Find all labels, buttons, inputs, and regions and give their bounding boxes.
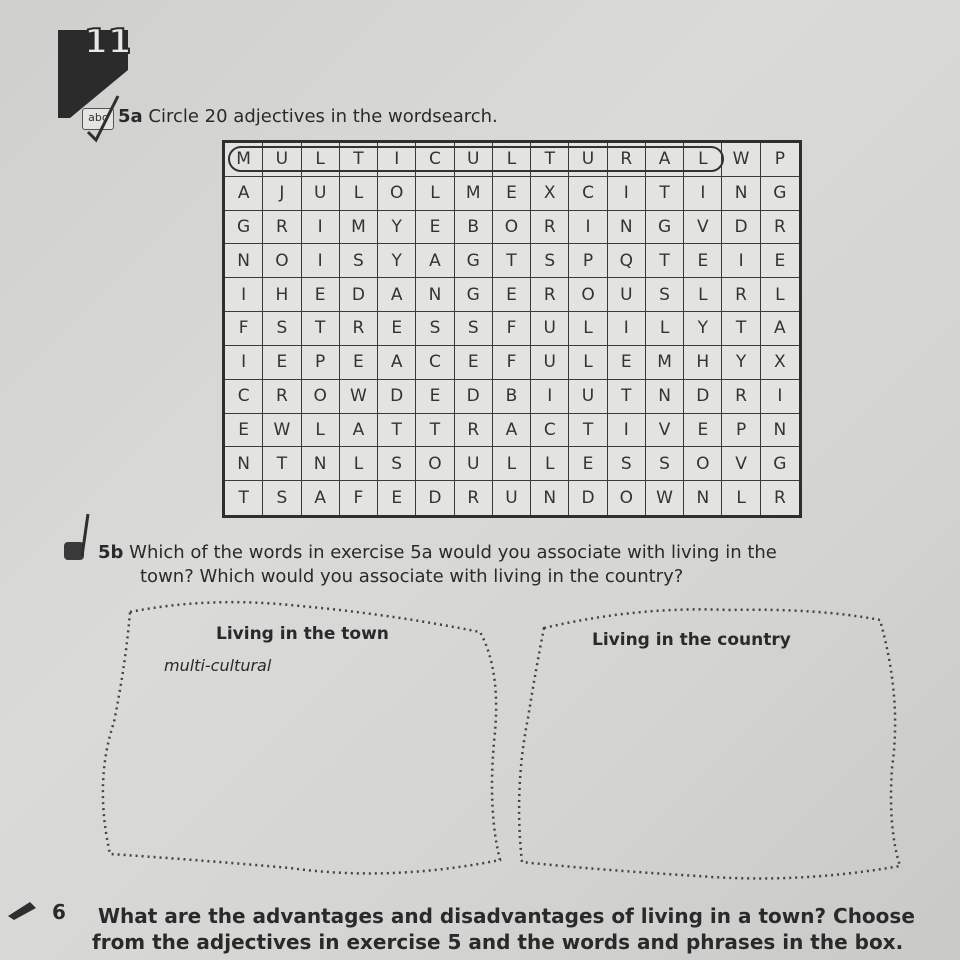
wordsearch-cell: E [455,346,493,380]
wordsearch-cell: G [225,211,263,245]
wordsearch-cell: L [569,312,607,346]
wordsearch-cell: L [340,447,378,481]
wordsearch-cell: A [493,414,531,448]
wordsearch-cell: U [608,278,646,312]
wordsearch-cell: S [263,481,301,515]
wordsearch-cell: D [569,481,607,515]
wordsearch-cell: E [378,312,416,346]
wordsearch-cell: U [569,380,607,414]
wordsearch-cell: S [646,278,684,312]
wordsearch-cell: G [761,447,799,481]
wordsearch-cell: F [340,481,378,515]
wordsearch-cell: I [225,346,263,380]
wordsearch-cell: T [340,143,378,177]
pencil-icon [58,512,98,566]
wordsearch-cell: L [493,143,531,177]
wordsearch-cell: I [531,380,569,414]
wordsearch-cell: R [773,488,786,509]
wordsearch-cell: T [722,312,760,346]
wordsearch-cell: R [608,143,646,177]
exercise-5b-heading [98,542,777,563]
wordsearch-cell: S [531,244,569,278]
wordsearch-cell: V [722,447,760,481]
wordsearch-cell: T [493,244,531,278]
wordsearch-cell: T [531,143,569,177]
wordsearch-cell: W [340,380,378,414]
wordsearch-cell: I [302,244,340,278]
wordsearch-cell: I [378,143,416,177]
wordsearch-cell: O [569,278,607,312]
wordsearch-cell: Q [608,244,646,278]
unit-number: 11 [84,22,132,62]
wordsearch-cell: T [646,244,684,278]
wordsearch-cell: R [263,211,301,245]
wordsearch-cell: O [684,447,722,481]
wordsearch-cell: J [263,177,301,211]
wordsearch-cell: G [455,244,493,278]
wordsearch-cell: A [646,143,684,177]
wordsearch-cell: N [646,380,684,414]
wordsearch-cell: M [646,346,684,380]
wordsearch-cell: E [493,278,531,312]
wordsearch-cell: M [340,211,378,245]
wordsearch-cell: C [416,346,454,380]
pen-icon [4,882,48,922]
wordsearch-cell: D [684,380,722,414]
wordsearch-cell: L [493,447,531,481]
exercise-5a-number: 5a [118,106,143,127]
wordsearch-cell: O [302,380,340,414]
wordsearch-cell: F [493,346,531,380]
wordsearch-cell: S [340,244,378,278]
wordsearch-cell: U [263,143,301,177]
wordsearch-cell: D [722,211,760,245]
wordsearch-cell: E [416,380,454,414]
wordsearch-cell: L [646,312,684,346]
wordsearch-cell: E [569,447,607,481]
wordsearch-cell: W [646,481,684,515]
wordsearch-cell: E [302,278,340,312]
wordsearch-cell: P [722,414,760,448]
wordsearch-cell: P [302,346,340,380]
wordsearch-cell: G [646,211,684,245]
wordsearch-cell: D [378,380,416,414]
country-box-title: Living in the country [592,630,791,650]
wordsearch-cell: N [531,481,569,515]
wordsearch-cell: S [416,312,454,346]
wordsearch-cell: L [302,414,340,448]
wordsearch-cell: E [378,481,416,515]
exercise-6-question-line2: from the adjectives in exercise 5 and the words and phrases in the box. [92,930,904,954]
wordsearch-cell: Y [684,312,722,346]
wordsearch-cell: Y [378,211,416,245]
exercise-5b-number: 5b [98,542,124,563]
wordsearch-cell: N [225,244,263,278]
wordsearch-cell: I [608,177,646,211]
wordsearch-cell: H [684,346,722,380]
wordsearch-cell: U [531,346,569,380]
wordsearch-cell: F [493,312,531,346]
wordsearch-cell: S [263,312,301,346]
exercise-6-question-line1: What are the advantages and disadvantages of living in a town? Choose [98,904,915,928]
wordsearch-cell: X [761,346,799,380]
wordsearch-cell: I [608,312,646,346]
wordsearch-cell: I [722,244,760,278]
wordsearch-cell: R [340,312,378,346]
wordsearch-cell: T [302,312,340,346]
wordsearch-cell: B [455,211,493,245]
wordsearch-cell: U [569,143,607,177]
exercise-5b-question-line2: town? Which would you associate with living in the country? [140,566,684,587]
wordsearch-cell: U [302,177,340,211]
wordsearch-cell: L [684,143,722,177]
wordsearch-cell: H [263,278,301,312]
wordsearch-cell: U [455,143,493,177]
exercise-6-number: 6 [52,900,66,924]
wordsearch-cell: O [493,211,531,245]
wordsearch-cell: E [608,346,646,380]
wordsearch-cell: E [340,346,378,380]
wordsearch-cell: W [722,143,760,177]
wordsearch-cell: R [531,278,569,312]
wordsearch-cell: R [722,380,760,414]
wordsearch-cell: I [684,177,722,211]
wordsearch-cell: E [684,244,722,278]
town-box-title: Living in the town [216,624,389,644]
wordsearch-cell: L [416,177,454,211]
wordsearch-cell: D [340,278,378,312]
wordsearch-cell: A [225,177,263,211]
wordsearch-cell: S [646,447,684,481]
wordsearch-cell: L [684,278,722,312]
wordsearch-cell: Y [722,346,760,380]
wordsearch-cell: F [225,312,263,346]
wordsearch-cell: W [263,414,301,448]
exercise-5a-heading [118,106,498,127]
town-example-answer: multi-cultural [164,656,272,675]
wordsearch-cell: I [608,414,646,448]
wordsearch-cell: T [225,481,263,515]
wordsearch-cell: L [761,278,799,312]
wordsearch-cell: E [761,244,799,278]
wordsearch-grid [222,140,802,518]
wordsearch-cell: L [569,346,607,380]
wordsearch-cell: D [455,380,493,414]
wordsearch-cell: R [455,481,493,515]
wordsearch-cell: T [378,414,416,448]
wordsearch-cell: A [378,346,416,380]
wordsearch-cell: O [416,447,454,481]
wordsearch-cell: I [761,380,799,414]
wordsearch-cell: N [722,177,760,211]
wordsearch-cell: X [531,177,569,211]
wordsearch-cell: C [569,177,607,211]
wordsearch-cell: R [455,414,493,448]
wordsearch-cell: G [761,177,799,211]
exercise-5a-instruction: Circle 20 adjectives in the wordsearch. [148,106,498,127]
wordsearch-cell: O [263,244,301,278]
wordsearch-cell: M [225,143,263,177]
wordsearch-cell: E [684,414,722,448]
wordsearch-cell: R [722,278,760,312]
wordsearch-cell: R [263,380,301,414]
wordsearch-cell: T [569,414,607,448]
wordsearch-cell: U [493,481,531,515]
wordsearch-cell: B [493,380,531,414]
wordsearch-cell: N [761,414,799,448]
wordsearch-cell: T [646,177,684,211]
wordsearch-cell: L [340,177,378,211]
wordsearch-cell: A [761,312,799,346]
wordsearch-cell: V [646,414,684,448]
wordsearch-cell: T [608,380,646,414]
wordsearch-cell: T [263,447,301,481]
wordsearch-cell: S [608,447,646,481]
wordsearch-cell: S [455,312,493,346]
wordsearch-cell: M [455,177,493,211]
wordsearch-cell: E [493,177,531,211]
wordsearch-cell: I [225,278,263,312]
wordsearch-cell: L [722,481,760,515]
wordsearch-cell: T [416,414,454,448]
wordsearch-cell: N [684,481,722,515]
wordsearch-cell: N [225,447,263,481]
wordsearch-cell: V [684,211,722,245]
wordsearch-cell: P [761,143,799,177]
wordsearch-cell: L [531,447,569,481]
wordsearch-cell: O [608,481,646,515]
wordsearch-cell: A [416,244,454,278]
wordsearch-cell: E [416,211,454,245]
wordsearch-cell: A [302,481,340,515]
wordsearch-cell: R [761,211,799,245]
wordsearch-cell: P [569,244,607,278]
wordsearch-cell: G [455,278,493,312]
wordsearch-cell: L [302,143,340,177]
wordsearch-cell: I [302,211,340,245]
wordsearch-cell: C [225,380,263,414]
wordsearch-cell: N [416,278,454,312]
wordsearch-cell: N [302,447,340,481]
wordsearch-cell: U [455,447,493,481]
wordsearch-cell: E [263,346,301,380]
wordsearch-cell: O [378,177,416,211]
wordsearch-cell: I [569,211,607,245]
wordsearch-cell: U [531,312,569,346]
abc-icon: abc [82,108,114,130]
wordsearch-cell: Y [378,244,416,278]
wordsearch-cell: R [531,211,569,245]
wordsearch-cell: N [608,211,646,245]
wordsearch-cell: S [378,447,416,481]
wordsearch-cell: C [416,143,454,177]
wordsearch-cell: A [340,414,378,448]
wordsearch-cell: E [225,414,263,448]
wordsearch-cell: A [378,278,416,312]
wordsearch-cell: C [531,414,569,448]
exercise-5b-question-line1: Which of the words in exercise 5a would you associate with living in the [129,542,777,563]
wordsearch-cell: D [416,481,454,515]
